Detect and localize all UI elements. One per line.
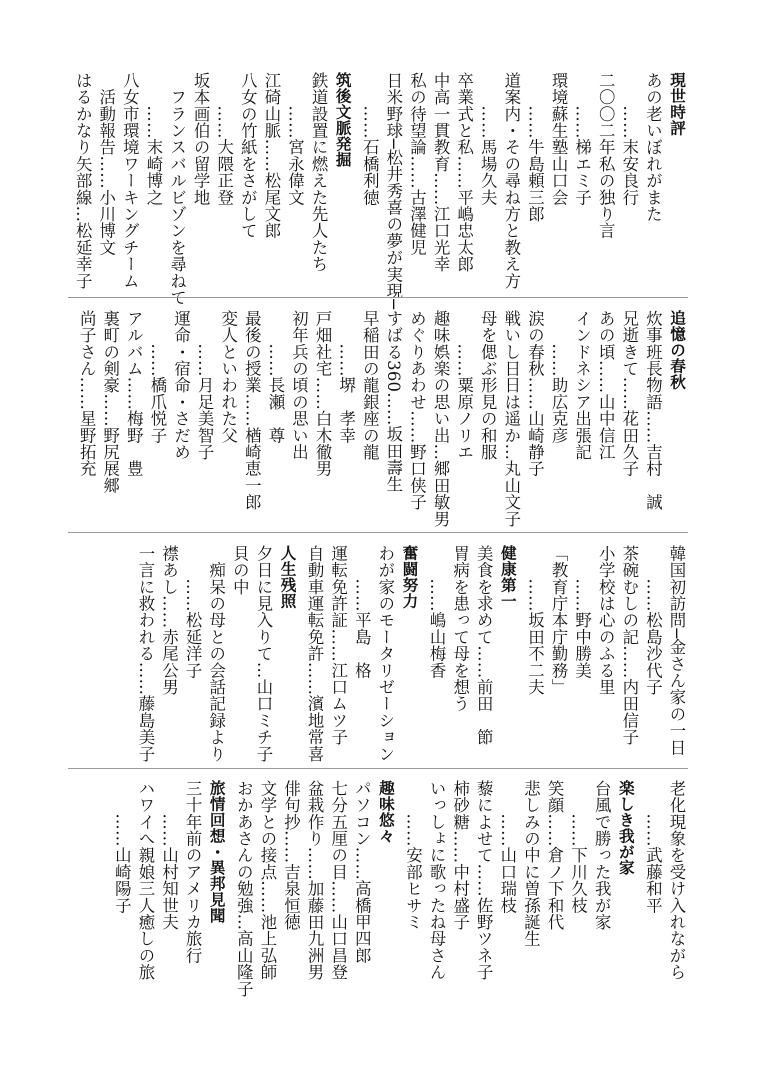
- toc-entry: ……末崎博之: [143, 72, 163, 206]
- toc-entry: フランスバルビゾンを尋ねて: [167, 72, 187, 306]
- section-heading: 楽しき我が家: [616, 780, 635, 876]
- toc-entry: パソコン……高橋甲四郎: [352, 780, 372, 964]
- band-columns: [68, 545, 688, 763]
- toc-entry: 環境蘇生塾山口会: [549, 72, 569, 206]
- toc-entry: ……長瀬 尊: [265, 310, 285, 444]
- section-heading: 奮闘努力: [400, 545, 419, 609]
- toc-entry: 運転免許証……江口ムツ子: [328, 545, 348, 746]
- toc-entry: めぐりあわせ……野口侠子: [407, 310, 427, 511]
- toc-entry: 活動報告……小川博文: [96, 72, 116, 256]
- toc-entry: ……山口瑞枝: [497, 780, 517, 914]
- toc-entry: 三十年前のアメリカ旅行: [183, 780, 203, 964]
- toc-band-2: [68, 310, 688, 528]
- toc-entry: 悲しみの中に曽孫誕生: [521, 780, 541, 947]
- toc-entry: 胃病を患って母を想う: [450, 545, 470, 712]
- toc-entry: ……山村知世夫: [159, 780, 179, 931]
- toc-entry: ……牛島頼三郎: [525, 72, 545, 223]
- toc-entry: 裏町の剣豪……野尻展郷: [100, 310, 120, 494]
- toc-entry: 七分五厘の目……山口昌登: [328, 780, 348, 981]
- toc-entry: 笑顔……倉ノ下和代: [545, 780, 565, 931]
- toc-entry: 日米野球─松井秀喜の夢が実現─: [383, 72, 403, 310]
- toc-entry: ……武藤和平: [643, 780, 663, 914]
- toc-band-3: [68, 545, 688, 763]
- toc-entry: 涙の春秋……山崎静子: [525, 310, 545, 477]
- toc-entry: ……助広克彦: [549, 310, 569, 444]
- toc-entry: 小学校は心のふる里: [596, 545, 616, 696]
- section-heading: 筑後文脈発掘: [333, 72, 352, 168]
- toc-entry: 貝の中: [230, 545, 250, 596]
- band-columns: [68, 72, 688, 310]
- toc-entry: ……橋爪悦子: [147, 310, 167, 444]
- section-heading: 人生残照: [278, 545, 297, 609]
- toc-entry: ……嶋山梅香: [427, 545, 447, 679]
- toc-entry: 八女市環境ワーキングチーム: [120, 72, 140, 290]
- divider-2: [68, 532, 688, 533]
- toc-entry: 「教育庁本庁勤務」: [549, 545, 569, 696]
- toc-entry: 自動車運転免許……濱地常喜: [305, 545, 325, 763]
- toc-entry: 襟あし……赤尾公男: [159, 545, 179, 696]
- section-heading: 現世時評: [668, 72, 686, 136]
- toc-entry: 卒業式と私……平嶋忠太郎: [454, 72, 474, 273]
- toc-entry: ……末安良行: [619, 72, 639, 206]
- toc-entry: わが家のモータリゼーション: [375, 545, 395, 763]
- divider-1: [68, 297, 688, 298]
- band-columns: [68, 310, 688, 528]
- toc-entry: 美食を求めて……前田 節: [474, 545, 494, 746]
- toc-entry: 俳句抄……吉泉恒徳: [281, 780, 301, 931]
- toc-entry: 炊事班長物語……吉村 誠: [643, 310, 663, 511]
- toc-entry: 夕日に見入りて…山口ミチ子: [253, 545, 273, 763]
- toc-entry: 江碕山脈……松尾文郎: [261, 72, 281, 239]
- toc-band-1: [68, 72, 688, 310]
- toc-entry: 茶碗むしの記……内田信子: [619, 545, 639, 746]
- toc-entry: 鉄道設置に燃えた先人たち: [309, 72, 329, 273]
- toc-entry: ……堺 孝幸: [336, 310, 356, 444]
- toc-entry: 老化現象を受け入れながら: [667, 780, 686, 981]
- toc-entry: 趣味娯楽の思い出…郷田敏男: [431, 310, 451, 528]
- toc-entry: 尚子さん……星野拓充: [77, 310, 97, 477]
- toc-entry: インドネシア出張記: [572, 310, 592, 461]
- toc-entry: ……下川久枝: [568, 780, 588, 914]
- toc-entry: 最後の授業……楢崎恵一郎: [242, 310, 262, 511]
- toc-entry: 盆栽作り……加藤田九洲男: [305, 780, 325, 981]
- toc-entry: ……山崎陽子: [112, 780, 132, 914]
- toc-entry: 八女の竹紙をさがして: [238, 72, 258, 239]
- section-heading: 健康第一: [498, 545, 517, 609]
- toc-entry: 戸畑社宅……白木徹男: [313, 310, 333, 477]
- divider-3: [68, 768, 688, 769]
- toc-entry: 中高一貫教育……江口光幸: [431, 72, 451, 273]
- toc-entry: すばる360……坂田壽生: [383, 310, 403, 493]
- toc-entry: ハワイへ親娘三人癒しの旅: [135, 780, 155, 981]
- toc-entry: 戦いし日日は遥か…丸山文子: [501, 310, 521, 528]
- toc-entry: あの頃……山中信江: [596, 310, 616, 461]
- toc-entry: 韓国初訪問─金さん家の一日: [667, 545, 686, 756]
- toc-entry: いっしょに歌ったね母さん: [427, 780, 447, 981]
- toc-entry: 母を偲ぶ形見の和服: [478, 310, 498, 461]
- toc-entry: 文学との接点……池上弘師: [257, 780, 277, 981]
- toc-entry: 変人といわれた父: [218, 310, 238, 444]
- toc-entry: あの老いぼれがまた: [643, 72, 663, 223]
- toc-entry: 初年兵の頃の思い出: [289, 310, 309, 461]
- section-heading: 趣味悠々: [376, 780, 395, 844]
- toc-entry: ……松島沙代子: [643, 545, 663, 696]
- toc-entry: ……坂田不二夫: [525, 545, 545, 696]
- toc-entry: ……大隈正登: [214, 72, 234, 206]
- toc-entry: 坂本画伯の留学地: [191, 72, 211, 206]
- toc-entry: はるかなり矢部線…松延幸子: [73, 72, 93, 290]
- toc-entry: 道案内・その尋ね方と教え方: [501, 72, 521, 290]
- toc-entry: ……野中勝美: [572, 545, 592, 679]
- toc-entry: 兄逝きて……花田久子: [619, 310, 639, 477]
- toc-entry: 運命・宿命・さだめ: [171, 310, 191, 461]
- section-heading: 旅情回想・異邦見聞: [207, 780, 226, 924]
- toc-entry: アルバム……梅野 豊: [124, 310, 144, 477]
- toc-band-4: [68, 780, 688, 998]
- toc-entry: ……石橋利徳: [360, 72, 380, 206]
- toc-entry: ……宮永偉文: [285, 72, 305, 206]
- toc-entry: 早稲田の龍銀座の龍: [360, 310, 380, 461]
- toc-entry: 藜によせて……佐野ツネ子: [474, 780, 494, 981]
- toc-entry: 一言に救われる……藤島美子: [135, 545, 155, 763]
- section-heading: 追憶の春秋: [668, 310, 686, 390]
- toc-entry: 私の待望論……古澤健児: [407, 72, 427, 256]
- toc-entry: 二〇〇二年私の独り言: [596, 72, 616, 239]
- toc-entry: 痴呆の母との会話記録より: [206, 545, 226, 763]
- toc-entry: ……粟原ノリエ: [454, 310, 474, 461]
- band-columns: [68, 780, 688, 998]
- toc-entry: ……梯エミ子: [572, 72, 592, 206]
- toc-entry: 柿砂糖……中村盛子: [450, 780, 470, 931]
- toc-entry: ……月足美智子: [195, 310, 215, 461]
- toc-entry: 台風で勝った我が家: [592, 780, 612, 931]
- toc-entry: ……平島 格: [352, 545, 372, 679]
- toc-entry: おかあさんの勉強…高山隆子: [234, 780, 254, 998]
- toc-entry: ……馬場久夫: [478, 72, 498, 206]
- toc-entry: ……松延洋子: [183, 545, 203, 679]
- toc-entry: ……安部ヒサミ: [403, 780, 423, 931]
